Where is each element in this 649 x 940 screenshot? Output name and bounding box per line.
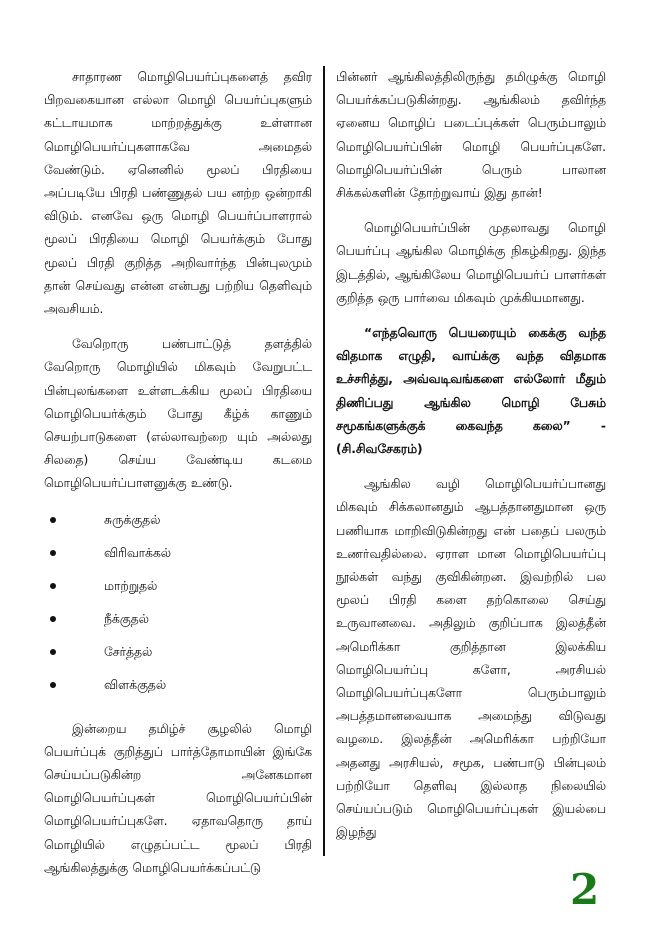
right-paragraph-3: ஆங்கில வழி மொழிபெயர்ப்பானது மிகவும் சிக்கலானதும் ஆபத்தானதுமான ஒரு பணியாக மாறிவிடுகின்றது என் பதைப் பலரும் உணர்வதில்லை. ஏராள மான மொழிபெயர்ப்பு நூல்கள் வந்து குவிகின்றன. இவற்றில் பல மூலப் பிரதி களை தற்கொலை செய்து உருவானவை. அதிலும் குறிப்பாக இலத்தீன் அமெரிக்கா குறித்தான இலக்கிய மொழிபெயர்ப்பு களோ, அரசியல் மொழிபெயர்ப்புகளோ பெரும்பாலும் அபத்தமானவையாக அமைந்து விடுவது வழமை. இலத்தீன் அமெரிக்கா பற்றியோ அதனது அரசியல், சமூக, பண்பாடு பின்புலம் பற்றியோ தெளிவு இல்லாத நிலையில் செய்யப்படும் மொழிபெயர்ப்புகள் இயல்பை இழந்து <box>336 477 606 840</box>
bullet-icon <box>50 616 56 622</box>
bullet-icon <box>50 550 56 556</box>
bullet-icon <box>50 583 56 589</box>
bullet-icon <box>50 682 56 688</box>
bullet-icon <box>50 649 56 655</box>
list-item-label: சுருக்குதல் <box>104 512 161 527</box>
page-number: 2 <box>570 865 600 914</box>
left-column <box>44 66 312 892</box>
list-item <box>44 607 312 640</box>
list-item-label: விரிவாக்கல் <box>104 545 171 560</box>
left-paragraph-3: இன்றைய தமிழ்ச் சூழலில் மொழி பெயர்ப்புக் குறித்துப் பார்த்தோமாயின் இங்கே செய்யப்படுகின்ற அனேகமான மொழிபெயர்ப்புகள் மொழிபெயர்ப்பின் மொழிபெயர்ப்புகளே. ஏதாவதொரு தாய் மொழியில் எழுதப்பட்ட மூலப் பிரதி ஆங்கிலத்துக்கு மொழிபெயர்க்கப்பட்டு <box>44 721 312 875</box>
list-item <box>44 508 312 541</box>
right-paragraph-1: பின்னர் ஆங்கிலத்திலிருந்து தமிழுக்கு மொழி பெயர்க்கப்படுகின்றது. ஆங்கிலம் தவிர்ந்த ஏனைய மொழிப் படைப்புக்கள் பெரும்பாலும் மொழிபெயர்ப்பின் மொழி பெயர்ப்புகளே. மொழிபெயர்ப்பின் பெரும் பாலான சிக்கல்களின் தோற்றுவாய் இது தான்! <box>336 70 606 201</box>
list-item-label: விளக்குதல் <box>104 677 167 692</box>
list-item-label: மாற்றுதல் <box>104 578 158 593</box>
list-item-label: சேர்த்தல் <box>104 644 153 659</box>
list-item <box>44 574 312 607</box>
left-paragraph-1: சாதாரண மொழிபெயர்ப்புகளைத் தவிர பிறவகையான எல்லா மொழி பெயர்ப்புகளும் கட்டாயமாக மாற்றத்துக்கு உள்ளான மொழிபெயர்ப்புகளாகவே அமைதல் வேண்டும். ஏனெனில் மூலப் பிரதியை அப்படியே பிரதி பண்ணுதல் பய னற்ற ஒன்றாகி விடும். எனவே ஒரு மொழி பெயர்ப்பாளரால் மூலப் பிரதியை மொழி பெயர்க்கும் போது மூலப் பிரதி குறித்த அறிவார்ந்த பின்புலமும் தான் செய்வது என்ன என்பது பற்றிய தெளிவும் அவசியம். <box>44 70 312 317</box>
list-item <box>44 640 312 673</box>
right-column <box>336 66 606 857</box>
list-item <box>44 541 312 574</box>
technique-list <box>44 508 312 706</box>
bullet-icon <box>50 517 56 523</box>
block-quote: “எந்தவொரு பெயரையும் கைக்கு வந்த விதமாக எழுதி, வாய்க்கு வந்த விதமாக உச்சரித்து, அவ்வடிவங்களை எல்லோர் மீதும் திணிப்பது ஆங்கில மொழி பேசும் சமூகங்களுக்குக் கைவந்த கலை” - (சி.சிவசேகரம்) <box>336 326 606 457</box>
list-item-label: நீக்குதல் <box>104 611 149 626</box>
left-paragraph-2: வேறொரு பண்பாட்டுத் தளத்தில் வேறொரு மொழியில் மிகவும் வேறுபட்ட பின்புலங்களை உள்ளடக்கிய மூலப் பிரதியை மொழிபெயர்க்கும் போது கீழ்க் காணும் செயற்பாடுகளை (எல்லாவற்றை யும் அல்லது சிலதை) செய்ய வேண்டிய கடமை மொழிபெயர்ப்பாளனுக்கு உண்டு. <box>44 337 312 491</box>
list-item <box>44 673 312 706</box>
column-divider <box>323 66 325 856</box>
right-paragraph-2: மொழிபெயர்ப்பின் முதலாவது மொழி பெயர்ப்பு ஆங்கில மொழிக்கு நிகழ்கிறது. இந்த இடத்தில், ஆங்கிலேய மொழிபெயர்ப் பாளர்கள் குறித்த ஒரு பார்வை மிகவும் முக்கியமானது. <box>336 221 606 305</box>
